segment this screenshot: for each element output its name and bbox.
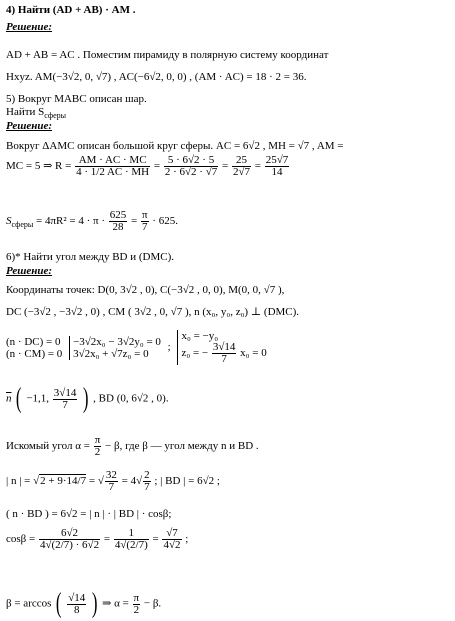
task5-find — [6, 106, 66, 119]
task6-sys-right2-num: 3√14 — [212, 341, 236, 353]
task6-sys-mid1: −3√2x₀ − 3√2y₀ = 0 — [73, 335, 161, 348]
task6-n-den: 7 — [62, 398, 68, 411]
task6-beta-a-den: 2 — [133, 603, 140, 616]
task5-frac3-den: 2√7 — [232, 166, 251, 178]
task6-sys-right — [177, 330, 266, 365]
task4-line2: Hxyz. AM(−3√2, 0, √7) , AC(−6√2, 0, 0) , (AM · AC) = 18 · 2 = 36. — [6, 71, 307, 83]
task6-angle-num: π — [94, 434, 101, 446]
task5-frac4 — [265, 155, 290, 178]
task6-angle-rest: − β, где β — угол между n и BD . — [105, 440, 259, 452]
task6-sys-right2-start: z₀ = − — [181, 347, 209, 360]
task6-norm-frac2 — [143, 470, 151, 493]
task6-cos-f2-den: 4√(2/7) — [114, 539, 148, 551]
task5-find-sub: сферы — [44, 111, 67, 120]
task6-cos-f2 — [114, 528, 149, 551]
task5-line3-eq: = — [131, 215, 138, 227]
task5-frac2-den: 2 · 6√2 · √7 — [164, 166, 218, 178]
task5-line3-frac1 — [109, 210, 128, 233]
task6-norm-eq2: = 4 — [121, 475, 137, 487]
task6-angle-den: 2 — [94, 446, 101, 458]
task6-sys-right2 — [181, 342, 266, 365]
task6-cos-f3-num: √7 — [162, 528, 181, 540]
task6-norm-frac-den: 7 — [108, 481, 115, 493]
task6-beta-end: ⇒ α = — [102, 597, 129, 610]
task6-norm-frac — [105, 470, 118, 493]
task6-n-vector — [6, 385, 169, 413]
task6-norm-start: | n | = — [6, 475, 31, 487]
task5-frac3-num: 25 — [232, 155, 251, 167]
task6-beta-open-paren: ( — [56, 588, 62, 619]
task5-frac1-den: 4 · 1/2 AC · MH — [76, 166, 150, 178]
task5-line3-end: · 625. — [152, 215, 178, 227]
task6-n-num: 3√14 — [53, 386, 77, 399]
task5-frac1-num: AM · AC · MC — [75, 155, 150, 167]
task5-line3-sub: сферы — [11, 220, 34, 230]
task5-frac2-num: 5 · 6√2 · 5 — [164, 155, 218, 167]
task6-header: 6)* Найти угол между BD и (DMC). — [6, 251, 174, 263]
task5-eq1: = — [153, 160, 161, 172]
task6-norm-frac2-den: 7 — [144, 481, 150, 493]
task6-beta-start: β = arccos — [6, 597, 52, 610]
task5-line3 — [6, 210, 178, 233]
task6-beta-final: − β. — [143, 597, 162, 610]
task5-line1: Вокруг ΔAMC описан большой круг сферы. AC = 6√2 , MH = √7 , AM = — [6, 140, 344, 152]
task5-find-text: Найти S — [6, 106, 45, 118]
task6-beta-a-frac — [133, 593, 141, 616]
task6-system — [6, 330, 267, 365]
task6-vectors: DC (−3√2 , −3√2 , 0) , CM ( 3√2 , 0, √7 ), n (x₀, y₀, z₀) ⊥ (DMC). — [6, 306, 300, 318]
task6-cos-eq2: = — [152, 533, 159, 545]
task6-n-close-paren: ) — [82, 383, 89, 414]
task6-sys-sep: ; — [167, 341, 171, 353]
task6-cos-f1 — [39, 528, 100, 551]
task6-norm: | n | = √2 + 9·14/7 = √ $\frac{32}{7}$ = 4√ $\frac{2}{7}$ ; | BD | = 6√2 ; — [6, 469, 220, 493]
task5-solution-label: Решение: — [6, 120, 53, 132]
task6-cos-f1-num: 6√2 — [39, 528, 100, 540]
task5-line3-frac2 — [141, 210, 149, 233]
task6-sys-right2-end: x₀ = 0 — [240, 347, 267, 360]
task5-line3-s: S — [6, 215, 12, 227]
task6-beta-frac — [67, 593, 86, 616]
task6-cos-f2-num: 1 — [114, 528, 149, 540]
task4-header: 4) Найти (AD + AB) · AM . — [6, 4, 136, 16]
task5-eq3: = — [254, 160, 261, 172]
task6-angle-frac — [94, 435, 102, 458]
task6-norm-frac-num: 32 — [105, 469, 117, 481]
task5-eq2: = — [222, 160, 229, 172]
task6-n-frac — [53, 388, 78, 411]
task5-frac2 — [164, 155, 218, 178]
task6-sys-right2-den: 7 — [221, 353, 227, 365]
task6-norm-bd: ; | BD | = 6√2 ; — [154, 475, 220, 487]
task6-n-mid: −1,1, — [26, 392, 50, 405]
task6-sys-left — [6, 336, 62, 360]
task4-line1: AD + AB = AC . Поместим пирамиду в полярную систему координат — [6, 49, 329, 61]
task6-n-open-paren: ( — [16, 383, 22, 414]
task6-sys-mid — [69, 336, 161, 360]
task5-line3-mid: = 4πR² = 4 · π · — [36, 215, 105, 227]
task6-cos-eq1: = — [103, 533, 111, 545]
task5-line3-frac1-den: 28 — [112, 221, 124, 233]
task6-sys-mid2: 3√2x₀ + √7z₀ = 0 — [73, 347, 149, 360]
task6-angle — [6, 435, 259, 458]
task6-beta — [6, 590, 161, 618]
task5-frac1 — [75, 155, 150, 178]
task5-header: 5) Вокруг MABC описан шар. — [6, 93, 147, 105]
task6-sys-right2-frac — [212, 342, 237, 365]
task6-angle-text: Искомый угол α = — [6, 440, 90, 452]
task6-dot: ( n · BD ) = 6√2 = | n | · | BD | · cosβ; — [6, 508, 172, 520]
task6-coords: Координаты точек: D(0, 3√2 , 0), C(−3√2 , 0, 0), M(0, 0, √7 ), — [6, 284, 285, 296]
task5-line2 — [6, 155, 290, 178]
task6-sys-left2: (n · CM) = 0 — [6, 347, 63, 360]
task6-cos-start: cosβ = — [6, 533, 36, 545]
task6-n-symbol: $\overline{n}$ — [6, 392, 12, 405]
task5-line2-start: MC = 5 ⇒ R = — [6, 160, 72, 172]
task6-beta-num: √14 — [68, 591, 86, 604]
task5-line3-frac2-num: π — [141, 209, 148, 221]
task6-beta-a-num: π — [133, 591, 140, 604]
task6-norm-frac2-num: 2 — [144, 469, 150, 481]
task4-solution-label: Решение: — [6, 21, 53, 33]
task6-norm-eq1: = — [88, 475, 96, 487]
task6-bd-vector: , BD (0, 6√2 , 0). — [93, 392, 169, 405]
task6-beta-den: 8 — [74, 603, 80, 616]
task6-beta-close-paren: ) — [91, 588, 98, 619]
task6-sys-left1: (n · DC) = 0 — [6, 335, 61, 348]
task6-cos-f3 — [162, 528, 181, 551]
task6-cos-f3-den: 4√2 — [163, 539, 181, 551]
task6-norm-inner: 2 + 9·14/7 — [40, 475, 87, 487]
task5-line3-frac1-num: 625 — [109, 209, 127, 221]
task6-cos-end: ; — [185, 533, 189, 545]
task5-frac3 — [232, 155, 251, 178]
task5-frac4-den: 14 — [271, 166, 283, 178]
task6-solution-label: Решение: — [6, 265, 53, 277]
task6-cos-f1-den: 4√(2/7) · 6√2 — [39, 539, 100, 551]
task6-sys-right1: x₀ = −y₀ — [181, 330, 219, 342]
task5-line3-frac2-den: 7 — [142, 221, 148, 233]
task5-frac4-num: 25√7 — [265, 154, 289, 166]
task6-cos — [6, 528, 188, 551]
